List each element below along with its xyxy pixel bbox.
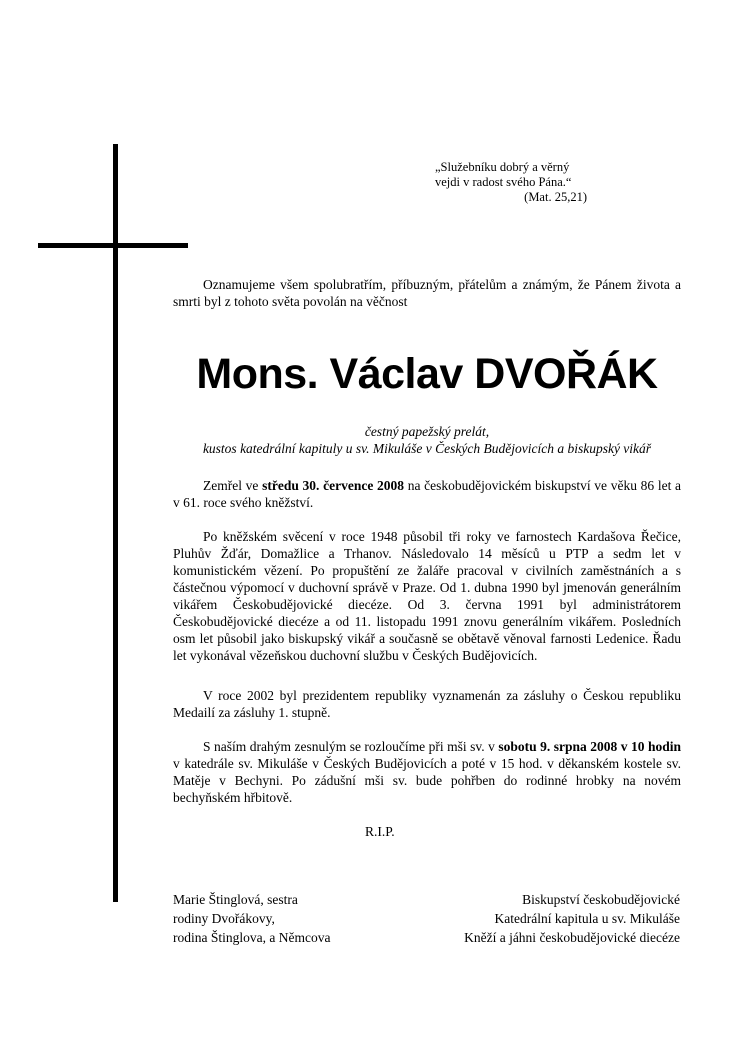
biography-paragraph: Po kněžském svěcení v roce 1948 působil tři roky ve farnostech Kardašova Řečice, Pluhův Žďár, Domažlice a Trhanov. Následovalo 14 měsíců u PTP a sedm let v komunistickém vězení. Po propuštění ze žaláře pracoval v civilních zaměstnáních a s částečnou výpomocí v duchovní správě v Praze. Od 1. dubna 1990 byl jmenován generálním vikářem Českobudějovické diecéze. Od 3. června 1991 byl administrátorem Českobudějovické diecéze a od 11. listopadu 1991 znovu generálním vikářem. Posledních osm let působil jako biskupský vikář a současně se obětavě věnoval farnosti Ledenice. Řadu let vykonával vězeňskou duchovní službu v Českých Budějovicích. [173,529,681,663]
deceased-name: Mons. Václav DVOŘÁK [196,350,658,398]
church-signature-line: Kněží a jáhni českobudějovické diecéze [464,930,680,945]
family-signature-line: Marie Štinglová, sestra [173,892,298,907]
rip-text: R.I.P. [365,824,395,839]
title-line-1: čestný papežský prelát, [364,424,490,439]
cross-vertical-bar [113,144,118,902]
deceased-titles [173,423,681,457]
quote-line-2: vejdi v radost svého Pána.“ [435,175,572,189]
funeral-datetime: sobotu 9. srpna 2008 v 10 hodin [498,739,681,754]
award-paragraph: V roce 2002 byl prezidentem republiky vyznamenán za zásluhy o Českou republiku Medailí za zásluhy 1. stupně. [173,688,681,720]
funeral-paragraph [173,738,681,806]
family-signature-line: rodiny Dvořákovy, [173,911,275,926]
title-line-2: kustos katedrální kapituly u sv. Mikuláše v Českých Budějovicích a biskupský vikář [202,441,652,456]
announcement-intro: Oznamujeme všem spolubratřím, příbuzným, přátelům a známým, že Pánem života a smrti byl z tohoto světa povolán na věčnost [173,277,681,309]
death-paragraph [173,477,681,511]
cross-horizontal-bar [38,243,188,248]
church-signature-line: Katedrální kapitula u sv. Mikuláše [494,911,680,926]
church-signature-line: Biskupství českobudějovické [522,892,680,907]
church-signatures [464,890,680,947]
death-text-before: Zemřel ve [203,478,263,493]
funeral-text-before: S naším drahým zesnulým se rozloučíme při mši sv. v [203,739,499,754]
death-text-after: na českobudějovickém biskupství ve věku 86 let a v 61. roce svého kněžství. [173,478,681,510]
bible-quote [435,160,587,205]
quote-reference: (Mat. 25,21) [524,190,587,204]
death-date: středu 30. července 2008 [262,478,405,493]
family-signature-line: rodina Štinglova, a Němcova [173,930,331,945]
family-signatures [173,890,330,947]
funeral-text-after: v katedrále sv. Mikuláše v Českých Budějovicích a poté v 15 hod. v děkanském kostele sv. Matěje v Bechyni. Po zádušní mši sv. bude pohřben do rodinné hrobky na novém bechyňském hřbitově. [173,756,681,805]
quote-line-1: „Služebníku dobrý a věrný [435,160,570,174]
